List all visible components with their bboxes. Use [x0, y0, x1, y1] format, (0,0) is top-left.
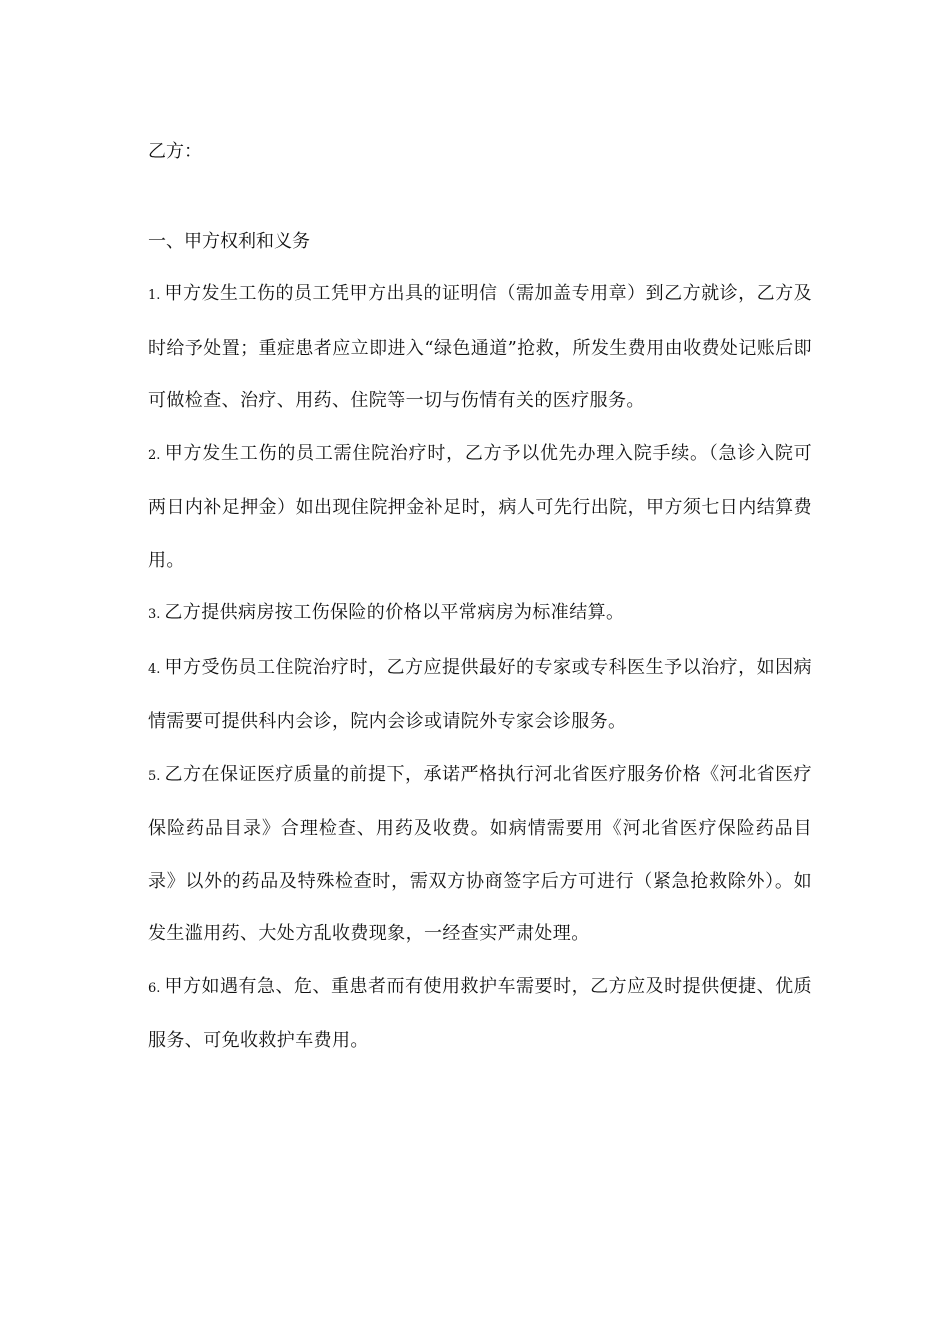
clause-text: 甲方发生工伤的员工需住院治疗时，乙方予以优先办理入院手续。（急诊入院可两日内补足押金）如出现住院押金补足时，病人可先行出院，甲方须七日内结算费用。	[148, 442, 812, 571]
clause-3	[148, 587, 812, 642]
clause-number: 3.	[148, 607, 161, 622]
clause-6	[148, 961, 812, 1068]
clause-4	[148, 642, 812, 749]
clause-1	[148, 268, 812, 428]
clause-text: 乙方在保证医疗质量的前提下，承诺严格执行河北省医疗服务价格《河北省医疗保险药品目录》合理检查、用药及收费。如病情需要用《河北省医疗保险药品目录》以外的药品及特殊检查时，需双方协商签字后方可进行（紧急抢救除外）。如发生滥用药、大处方乱收费现象，一经查实严肃处理。	[148, 763, 812, 944]
clause-number: 6.	[148, 980, 161, 996]
party-b-label: 乙方：	[148, 141, 202, 162]
clause-text: 甲方受伤员工住院治疗时，乙方应提供最好的专家或专科医生予以治疗，如因病情需要可提供科内会诊，院内会诊或请院外专家会诊服务。	[148, 656, 812, 732]
clause-number: 5.	[148, 768, 161, 784]
clause-number: 2.	[148, 447, 161, 463]
clause-number: 4.	[148, 661, 161, 677]
clause-text: 甲方发生工伤的员工凭甲方出具的证明信（需加盖专用章）到乙方就诊，乙方及时给予处置；重症患者应立即进入“绿色通道”抢救，所发生费用由收费处记账后即可做检查、治疗、用药、住院等一切与伤情有关的医疗服务。	[148, 283, 812, 411]
clause-number: 1.	[148, 288, 161, 303]
clause-text: 乙方提供病房按工伤保险的价格以平常病房为标准结算。	[164, 602, 625, 623]
clause-text: 甲方如遇有急、危、重患者而有使用救护车需要时，乙方应及时提供便捷、优质服务、可免收救护车费用。	[148, 975, 812, 1051]
clause-5	[148, 749, 812, 961]
document-page	[148, 126, 812, 1068]
section-heading: 一、甲方权利和义务	[148, 231, 310, 252]
clause-2	[148, 428, 812, 588]
